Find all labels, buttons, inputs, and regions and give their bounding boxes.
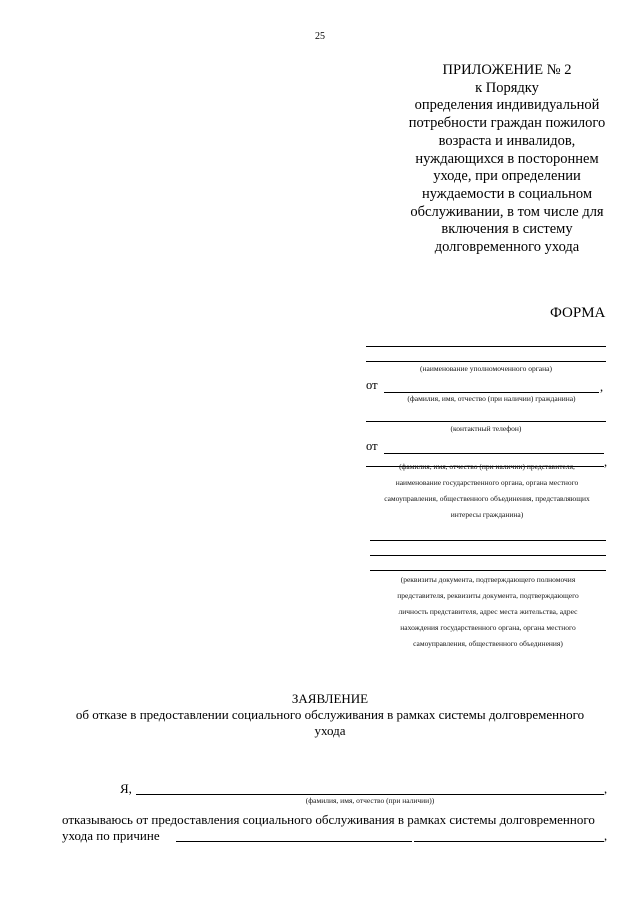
reason-line-1[interactable] (176, 841, 412, 842)
comma-3: , (604, 782, 608, 796)
appendix-line: уходе, при определении (433, 168, 581, 185)
form-label: ФОРМА (550, 305, 606, 321)
statement-title: ЗАЯВЛЕНИЕ (291, 691, 369, 706)
reason-line-2[interactable] (414, 841, 604, 842)
page-number: 25 (315, 31, 325, 42)
appendix-line: возраста и инвалидов, (438, 132, 576, 149)
appendix-line: к Порядку (475, 79, 539, 96)
citizen-caption: (фамилия, имя, отчество (при наличии) гражданина) (407, 394, 576, 403)
representative-caption (362, 459, 612, 523)
document-line-1[interactable] (370, 540, 606, 541)
appendix-line: включения в систему (441, 221, 573, 238)
appendix-line: нуждаемости в социальном (421, 185, 593, 202)
representative-line-1[interactable] (384, 453, 604, 454)
caption-line: нахождения государственного органа, органа местного (400, 623, 576, 632)
authority-caption: (наименование уполномоченного органа) (420, 364, 552, 373)
appendix-line: определения индивидуальной (414, 97, 600, 114)
document-line-2[interactable] (370, 555, 606, 556)
comma-2: , (604, 455, 608, 469)
appendix-line: ПРИЛОЖЕНИЕ № 2 (442, 62, 572, 78)
appendix-line: долговременного ухода (434, 239, 580, 256)
caption-line: личность представителя, адрес места жительства, адрес (398, 607, 578, 616)
reason-label: ухода по причине (62, 828, 160, 843)
from-label-2: от (366, 439, 378, 453)
statement-subtitle: об отказе в предоставлении социального обслуживания в рамках системы долговременного ухода (75, 707, 585, 738)
name-caption: (фамилия, имя, отчество (при наличии)) (305, 796, 435, 805)
from-label: от (366, 378, 378, 392)
caption-line: (реквизиты документа, подтверждающего полномочия (400, 575, 576, 584)
appendix-header (396, 62, 618, 257)
authority-line-1[interactable] (366, 346, 606, 347)
i-label: Я, (120, 781, 132, 796)
caption-line: наименование государственного органа, органа местного (395, 478, 579, 487)
caption-line: самоуправления, общественного объединения) (413, 639, 563, 648)
caption-line: (фамилия, имя, отчество (при наличии) представителя, (399, 462, 575, 471)
document-line-3[interactable] (370, 570, 606, 571)
appendix-line: нуждающихся в постороннем (415, 150, 599, 167)
comma-4: , (604, 829, 608, 843)
caption-line: самоуправления, общественного объединения, представляющих (384, 494, 590, 503)
phone-caption: (контактный телефон) (450, 424, 522, 433)
caption-line: представителя, реквизиты документа, подтверждающего (397, 591, 579, 600)
comma: , (600, 380, 604, 394)
refusal-text: отказываюсь от предоставления социального обслуживания в рамках системы долговременного (62, 812, 595, 827)
caption-line: интересы гражданина) (450, 510, 524, 519)
appendix-line: обслуживании, в том числе для (410, 203, 604, 220)
appendix-line: потребности граждан пожилого (408, 115, 606, 132)
document-caption (366, 572, 610, 652)
